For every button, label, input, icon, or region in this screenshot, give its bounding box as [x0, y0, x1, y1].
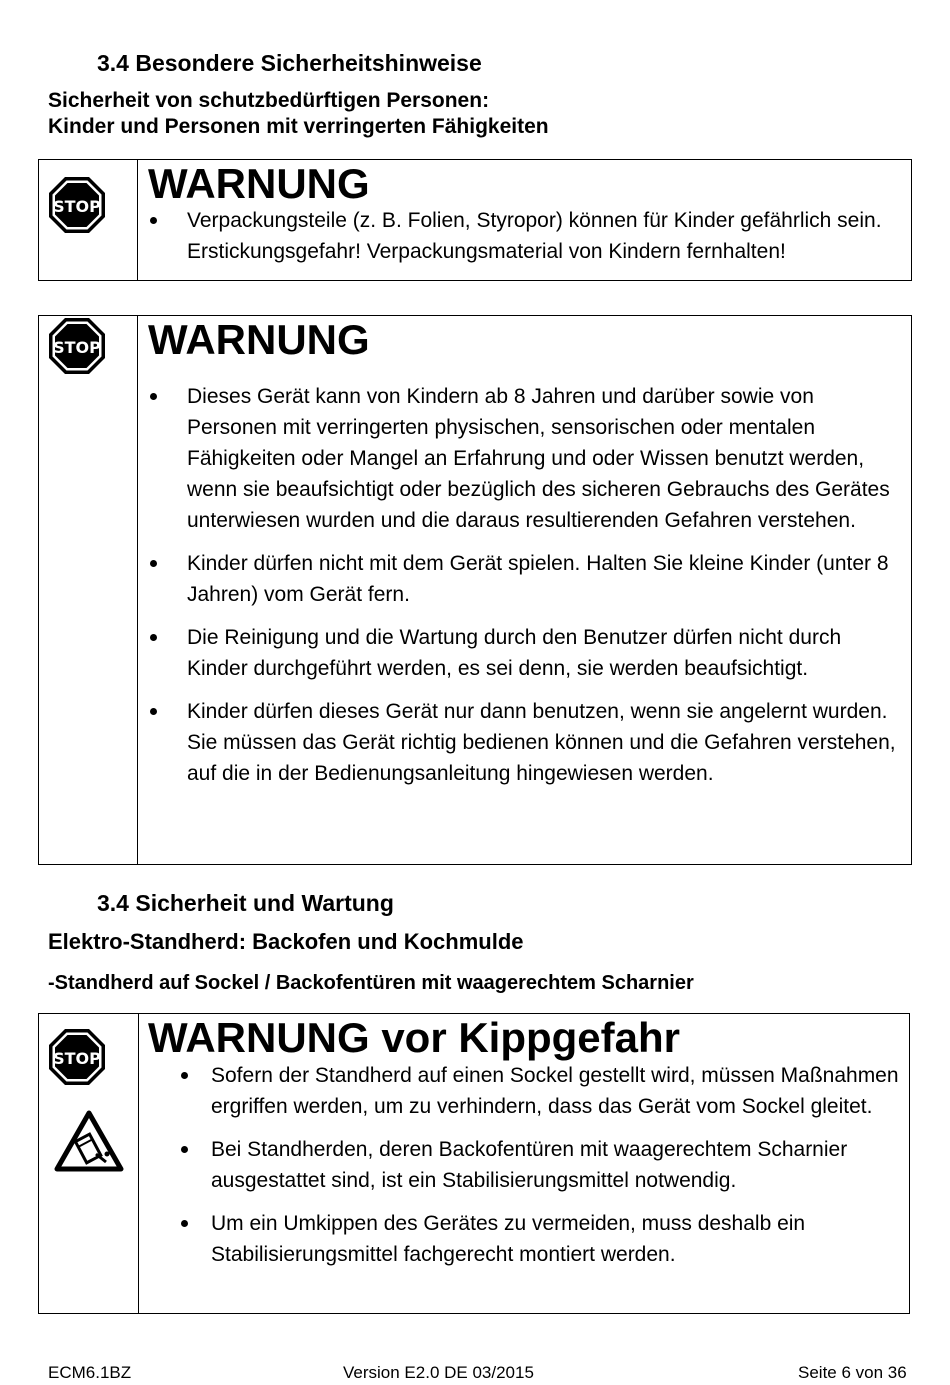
list-item: Dieses Gerät kann von Kindern ab 8 Jahren und darüber sowie von Personen mit verringerten physischen, sensorischen oder mentalen Fähigkeiten oder Mangel an Erfahrung und oder Wissen benutzt werden, wenn sie beaufsichtigt oder bezüglich des sicheren Gebrauchs des Gerätes unterwiesen wurden und die daraus resultierenden Gefahren verstehen. [187, 381, 905, 536]
footer-page-number: Seite 6 von 36 [798, 1363, 907, 1382]
section-subtitle-line2: Kinder und Personen mit verringerten Fähigkeiten [48, 115, 549, 138]
svg-text:STOP: STOP [53, 338, 101, 357]
footer-model: ECM6.1BZ [48, 1363, 132, 1382]
warning-1-list [187, 205, 902, 267]
list-item: Kinder dürfen nicht mit dem Gerät spielen. Halten Sie kleine Kinder (unter 8 Jahren) vom Gerät fern. [187, 548, 905, 610]
list-item: Die Reinigung und die Wartung durch den Benutzer dürfen nicht durch Kinder durchgeführt werden, es sei denn, sie werden beaufsichtigt. [187, 622, 905, 684]
warning-3-list [211, 1060, 901, 1270]
list-item: Sofern der Standherd auf einen Sockel gestellt wird, müssen Maßnahmen ergriffen werden, um zu verhindern, dass das Gerät vom Sockel gleitet. [211, 1060, 901, 1122]
warning-title-3: WARNUNG vor Kippgefahr [148, 1014, 681, 1061]
list-item: Verpackungsteile (z. B. Folien, Styropor) können für Kinder gefährlich sein. Erstickungsgefahr! Verpackungsmaterial von Kindern fernhalten! [187, 205, 902, 267]
svg-text:STOP: STOP [53, 1049, 101, 1068]
warning-2-list [187, 381, 905, 789]
list-item: Bei Standherden, deren Backofentüren mit waagerechtem Scharnier ausgestattet sind, ist ein Stabilisierungsmittel notwendig. [211, 1134, 901, 1196]
stop-sign-icon [47, 1027, 107, 1087]
section-subtitle-line1: Sicherheit von schutzbedürftigen Personen: [48, 89, 490, 112]
list-item: Um ein Umkippen des Gerätes zu vermeiden, muss deshalb ein Stabilisierungsmittel fachgerecht montiert werden. [211, 1208, 901, 1270]
footer-version: Version E2.0 DE 03/2015 [343, 1363, 534, 1382]
section-heading-1: 3.4 Besondere Sicherheitshinweise [97, 50, 482, 76]
stop-sign-icon [47, 316, 107, 376]
warning-box-1 [38, 159, 912, 281]
section-subtitle-3: Elektro-Standherd: Backofen und Kochmulde [48, 929, 524, 954]
stop-sign-icon [47, 175, 107, 235]
tipping-hazard-icon [54, 1110, 124, 1172]
warning-box-2 [38, 315, 912, 865]
section-heading-2: 3.4 Sicherheit und Wartung [97, 890, 394, 916]
warning-box-3 [38, 1013, 910, 1314]
list-item: Kinder dürfen dieses Gerät nur dann benutzen, wenn sie angelernt wurden. Sie müssen das Gerät richtig bedienen können und die Gefahren verstehen, auf die in der Bedienungsanleitung hingewiesen werden. [187, 696, 905, 789]
warning-title-1: WARNUNG [148, 160, 370, 207]
svg-text:STOP: STOP [53, 197, 101, 216]
warning-title-2: WARNUNG [148, 316, 370, 363]
section-subtitle-4: -Standherd auf Sockel / Backofentüren mit waagerechtem Scharnier [48, 972, 694, 994]
